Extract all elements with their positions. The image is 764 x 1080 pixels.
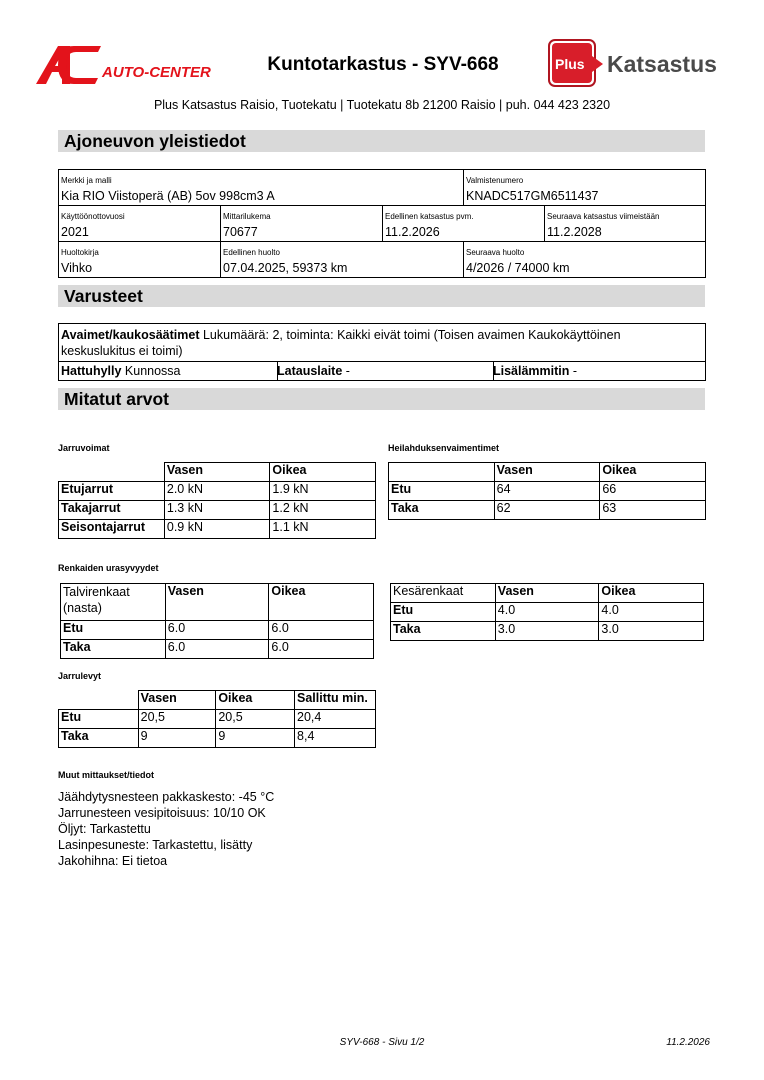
value-right: 1.1 kN (270, 520, 376, 539)
plus-badge-text: Plus (555, 56, 585, 72)
section-heading-general: Ajoneuvon yleistiedot (58, 130, 705, 152)
table-row (59, 729, 376, 748)
value-left: 6.0 (165, 640, 269, 659)
section-heading-equipment: Varusteet (58, 285, 705, 307)
auto-center-logo (36, 44, 222, 86)
service-book-label: Huoltokirja (61, 248, 99, 257)
hat-shelf-value: Kunnossa (121, 364, 181, 378)
column-header-right: Oikea (270, 463, 376, 482)
table-row (59, 520, 376, 539)
next-inspection-cell (545, 206, 705, 242)
table-row (59, 463, 376, 482)
table-row (59, 710, 376, 729)
next-inspection-label: Seuraava katsastus viimeistään (547, 212, 660, 221)
charger-label: Latauslaite (277, 364, 343, 378)
table-row (391, 622, 704, 641)
value-left: 9 (138, 729, 216, 748)
document-title: Kuntotarkastus - SYV-668 (267, 54, 499, 75)
charger-value: - (342, 364, 350, 378)
table-row (391, 584, 704, 603)
column-header-right: Oikea (269, 584, 374, 621)
page-footer-number: SYV-668 - Sivu 1/2 (339, 1037, 425, 1048)
table-row (391, 603, 704, 622)
make-model-cell (59, 170, 464, 206)
other-measurements-list (58, 789, 458, 869)
service-book-cell (59, 242, 221, 277)
section-heading-measured: Mitatut arvot (58, 388, 705, 410)
vin-value: KNADC517GM6511437 (466, 189, 599, 203)
next-service-label: Seuraava huolto (466, 248, 525, 257)
winter-tires-label: Talvirenkaat (63, 585, 130, 599)
value-right: 66 (600, 482, 706, 501)
brake-discs-table (58, 690, 376, 748)
row-label: Taka (61, 640, 166, 659)
year-value: 2021 (61, 225, 89, 239)
row-label: Etu (59, 710, 139, 729)
value-left: 20,5 (138, 710, 216, 729)
value-left: 0.9 kN (164, 520, 270, 539)
value-right: 9 (216, 729, 295, 748)
previous-inspection-label: Edellinen katsastus pvm. (385, 212, 474, 221)
table-row (59, 501, 376, 520)
summer-tires-label: Kesärenkaat (391, 584, 496, 603)
value-left: 62 (494, 501, 600, 520)
odometer-cell (221, 206, 383, 242)
value-left: 4.0 (495, 603, 599, 622)
value-right: 6.0 (269, 640, 374, 659)
odometer-label: Mittarilukema (223, 212, 271, 221)
make-model-label: Merkki ja malli (61, 176, 112, 185)
list-item: Jarrunesteen vesipitoisuus: 10/10 OK (58, 806, 266, 820)
equipment-box (58, 323, 706, 381)
charger-cell (275, 362, 494, 381)
auto-center-wordmark: AUTO-CENTER (102, 64, 211, 81)
shock-absorbers-table (388, 462, 706, 520)
table-row (389, 463, 706, 482)
odometer-value: 70677 (223, 225, 258, 239)
keys-value-line-2: keskuslukitus ei toimi) (61, 344, 183, 358)
column-header-right: Oikea (216, 691, 295, 710)
value-min: 20,4 (295, 710, 376, 729)
year-label: Käyttöönottovuosi (61, 212, 125, 221)
keys-label: Avaimet/kaukosäätimet (61, 328, 200, 342)
value-right: 63 (600, 501, 706, 520)
list-item: Jäähdytysnesteen pakkaskesto: -45 °C (58, 790, 275, 804)
hat-shelf-cell (59, 362, 278, 381)
table-row (59, 482, 376, 501)
column-header-left: Vasen (165, 584, 269, 621)
list-item: Öljyt: Tarkastettu (58, 822, 151, 836)
brake-forces-table (58, 462, 376, 539)
page-footer-date: 11.2.2026 (666, 1037, 710, 1048)
station-address: Plus Katsastus Raisio, Tuotekatu | Tuotekatu 8b 21200 Raisio | puh. 044 423 2320 (153, 98, 611, 112)
value-right: 3.0 (599, 622, 704, 641)
heater-cell (491, 362, 707, 381)
row-label: Takajarrut (59, 501, 165, 520)
row-label: Etu (391, 603, 496, 622)
table-row (389, 501, 706, 520)
keys-row (61, 327, 701, 359)
table-row (61, 584, 374, 621)
next-service-value: 4/2026 / 74000 km (466, 261, 570, 275)
discs-title: Jarrulevyt (58, 671, 102, 681)
year-cell (59, 206, 221, 242)
column-header-right: Oikea (599, 584, 704, 603)
value-min: 8,4 (295, 729, 376, 748)
heater-value: - (569, 364, 578, 378)
column-header-left: Vasen (494, 463, 600, 482)
value-left: 1.3 kN (164, 501, 270, 520)
empty-header-cell (59, 463, 165, 482)
service-book-value: Vihko (61, 261, 93, 275)
katsastus-wordmark: Katsastus (607, 51, 717, 77)
winter-tires-table (60, 583, 374, 659)
list-item: Jakohihna: Ei tietoa (58, 854, 168, 868)
keys-value-line-1: Lukumäärä: 2, toiminta: Kaikki eivät toimi (Toisen avaimen Kaukokäyttöinen (199, 328, 621, 342)
summer-tires-table (390, 583, 704, 641)
row-label: Taka (59, 729, 139, 748)
tires-title: Renkaiden urasyvyydet (58, 563, 159, 573)
column-header-right: Oikea (600, 463, 706, 482)
row-label: Etu (389, 482, 495, 501)
winter-tires-sublabel: (nasta) (63, 601, 102, 615)
plus-katsastus-logo (547, 38, 727, 90)
row-label: Etujarrut (59, 482, 165, 501)
make-model-value: Kia RIO Viistoperä (AB) 5ov 998cm3 A (61, 189, 275, 203)
previous-service-cell (221, 242, 464, 277)
previous-service-label: Edellinen huolto (223, 248, 280, 257)
vin-cell (464, 170, 705, 206)
next-inspection-value: 11.2.2028 (547, 225, 602, 239)
previous-service-value: 07.04.2025, 59373 km (223, 261, 348, 275)
value-left: 3.0 (495, 622, 599, 641)
value-left: 64 (494, 482, 600, 501)
value-left: 2.0 kN (164, 482, 270, 501)
table-row (59, 691, 376, 710)
row-label: Etu (61, 621, 166, 640)
column-header-min: Sallittu min. (295, 691, 376, 710)
previous-inspection-value: 11.2.2026 (385, 225, 440, 239)
vehicle-info-grid (58, 169, 706, 278)
empty-header-cell (389, 463, 495, 482)
column-header-left: Vasen (495, 584, 599, 603)
winter-tires-label-cell (61, 584, 166, 621)
column-header-left: Vasen (138, 691, 216, 710)
heater-label: Lisälämmitin (493, 364, 570, 378)
row-label: Taka (391, 622, 496, 641)
value-right: 4.0 (599, 603, 704, 622)
value-left: 6.0 (165, 621, 269, 640)
hat-shelf-label: Hattuhylly (61, 364, 122, 378)
previous-inspection-cell (383, 206, 545, 242)
list-item: Lasinpesuneste: Tarkastettu, lisätty (58, 838, 253, 852)
table-row (61, 621, 374, 640)
row-label: Taka (389, 501, 495, 520)
equipment-row-2 (59, 361, 705, 381)
empty-header-cell (59, 691, 139, 710)
value-right: 1.9 kN (270, 482, 376, 501)
shocks-title: Heilahduksenvaimentimet (388, 443, 500, 453)
value-right: 1.2 kN (270, 501, 376, 520)
vin-label: Valmistenumero (466, 176, 524, 185)
row-label: Seisontajarrut (59, 520, 165, 539)
column-header-left: Vasen (164, 463, 270, 482)
value-right: 20,5 (216, 710, 295, 729)
value-right: 6.0 (269, 621, 374, 640)
table-row (389, 482, 706, 501)
other-title: Muut mittaukset/tiedot (58, 770, 154, 780)
brakes-title: Jarruvoimat (58, 443, 110, 453)
next-service-cell (464, 242, 705, 277)
table-row (61, 640, 374, 659)
